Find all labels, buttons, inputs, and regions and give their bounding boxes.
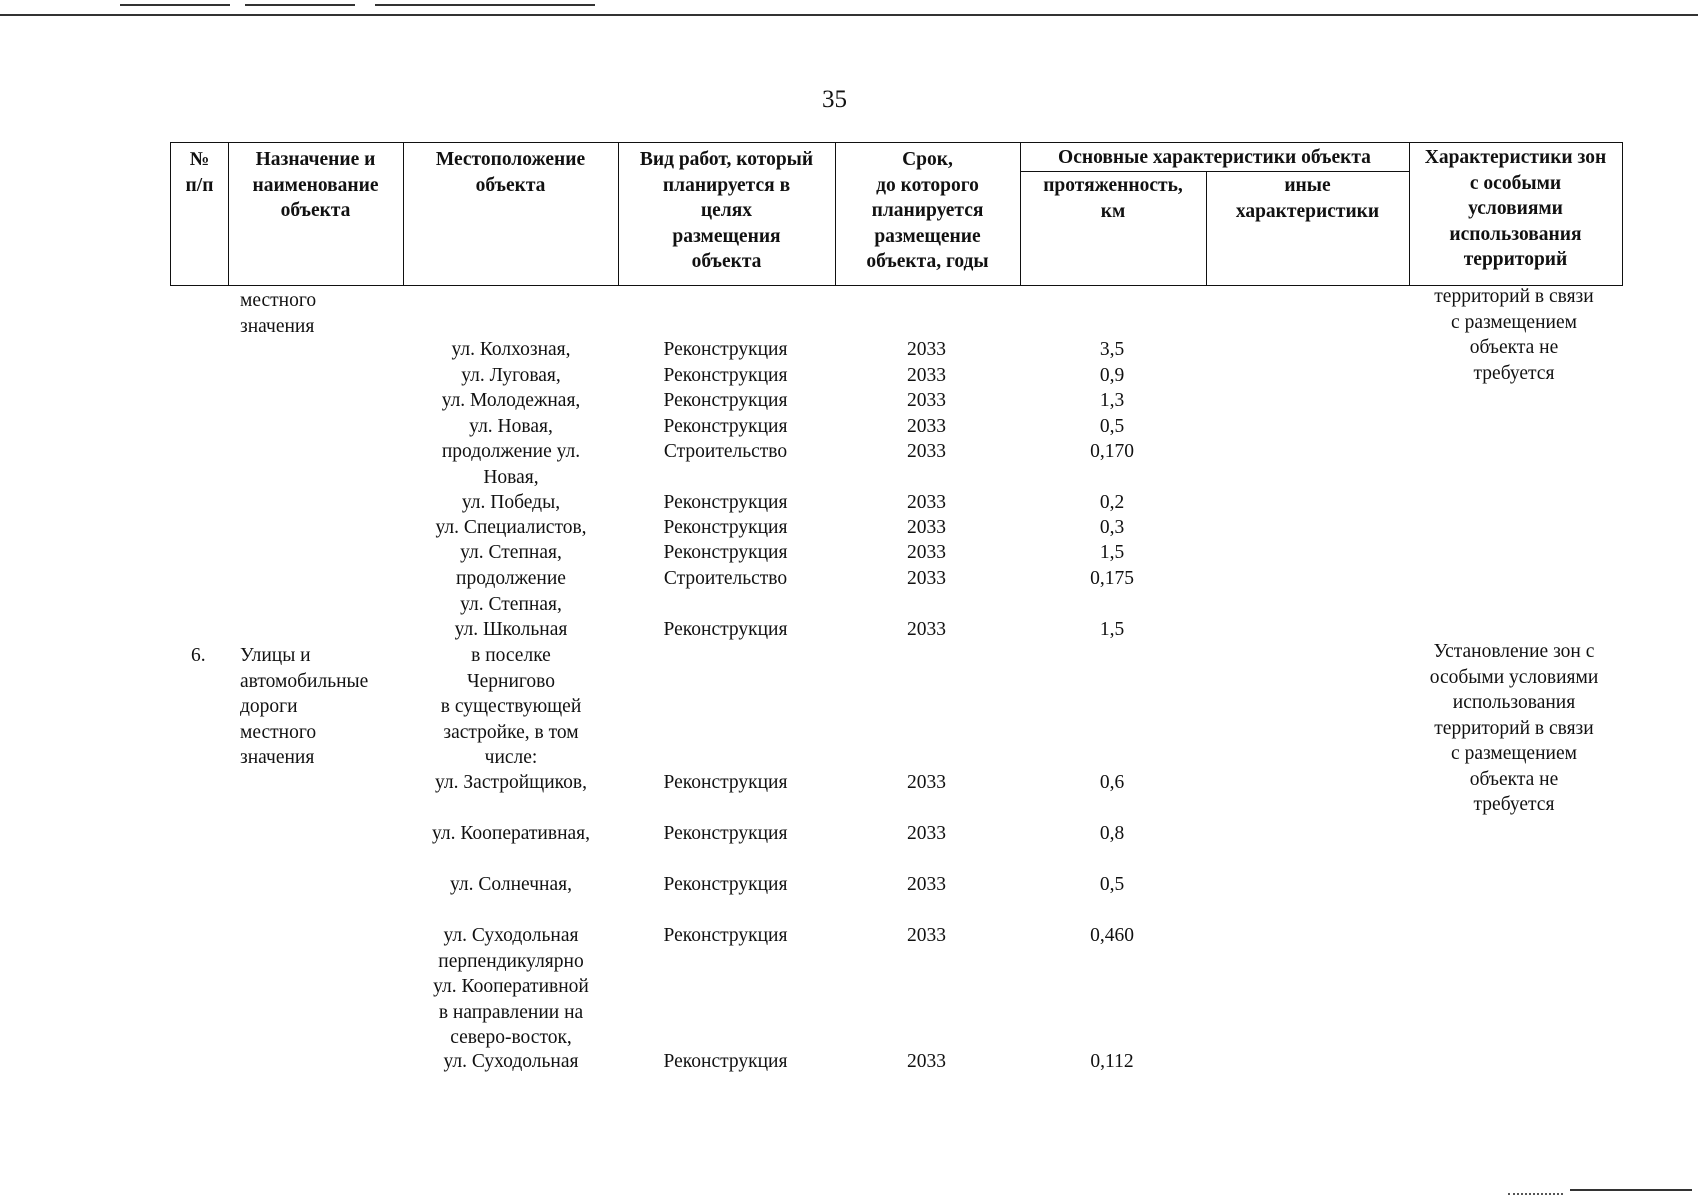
top-rule-segment bbox=[375, 4, 595, 6]
work-type-cell: Реконструкция bbox=[663, 365, 788, 386]
page-top-rule bbox=[0, 0, 1698, 16]
year-cell: 2033 bbox=[907, 925, 946, 946]
year-cell: 2033 bbox=[907, 772, 946, 793]
length-cell: 0,170 bbox=[1090, 441, 1134, 462]
length-cell: 0,112 bbox=[1090, 1051, 1134, 1072]
header-work-type: Вид работ, который планируется в целях размещения объекта bbox=[639, 149, 814, 272]
work-type-cell: Реконструкция bbox=[663, 542, 788, 563]
year-cell: 2033 bbox=[907, 1051, 946, 1072]
group-divider bbox=[1020, 171, 1409, 172]
work-type-cell: Строительство bbox=[663, 441, 788, 462]
year-cell: 2033 bbox=[907, 365, 946, 386]
header-length: протяженность, км bbox=[1043, 175, 1183, 222]
year-cell: 2033 bbox=[907, 390, 946, 411]
length-cell: 0,8 bbox=[1099, 823, 1125, 844]
top-rule-segment bbox=[120, 4, 230, 6]
length-cell: 0,9 bbox=[1099, 365, 1125, 386]
year-cell: 2033 bbox=[907, 619, 946, 640]
location-cell: ул. Суходольная bbox=[443, 1051, 579, 1072]
work-type-cell: Реконструкция bbox=[663, 492, 788, 513]
top-rule-segment bbox=[245, 4, 355, 6]
zone-note: Установление зон с особыми условиями использования территорий в связи с размещением объекта не требуется bbox=[1429, 641, 1599, 815]
location-cell: ул. Молодежная, bbox=[441, 390, 581, 411]
header-other: иные характеристики bbox=[1235, 175, 1380, 222]
work-type-cell: Реконструкция bbox=[663, 925, 788, 946]
work-type-cell: Реконструкция bbox=[663, 517, 788, 538]
work-type-cell: Реконструкция bbox=[663, 416, 788, 437]
header-deadline: Срок, до которого планируется размещение объекта, годы bbox=[866, 149, 989, 272]
year-cell: 2033 bbox=[907, 542, 946, 563]
header-main-characteristics: Основные характеристики объекта bbox=[1058, 147, 1371, 168]
length-cell: 0,3 bbox=[1099, 517, 1125, 538]
location-cell: ул. Кооперативная, bbox=[432, 823, 590, 844]
year-cell: 2033 bbox=[907, 492, 946, 513]
location-cell: ул. Специалистов, bbox=[435, 517, 587, 538]
length-cell: 0,2 bbox=[1099, 492, 1125, 513]
year-cell: 2033 bbox=[907, 416, 946, 437]
work-type-cell: Реконструкция bbox=[663, 339, 788, 360]
object-name: Улицы и автомобильные дороги местного значения bbox=[240, 645, 369, 768]
year-cell: 2033 bbox=[907, 874, 946, 895]
year-cell: 2033 bbox=[907, 339, 946, 360]
length-cell: 0,5 bbox=[1099, 874, 1125, 895]
header-zones: Характеристики зон с особыми условиями использования территорий bbox=[1424, 147, 1607, 270]
location-cell: ул. Солнечная, bbox=[450, 874, 572, 895]
work-type-cell: Строительство bbox=[663, 568, 788, 589]
length-cell: 1,3 bbox=[1099, 390, 1125, 411]
length-cell: 1,5 bbox=[1099, 542, 1125, 563]
year-cell: 2033 bbox=[907, 441, 946, 462]
work-type-cell: Реконструкция bbox=[663, 390, 788, 411]
location-cell: ул. Суходольная перпендикулярно ул. Кооперативной в направлении на северо-восток, bbox=[433, 925, 589, 1048]
header-location: Местоположение объекта bbox=[435, 149, 586, 196]
bottom-rule bbox=[1570, 1189, 1692, 1191]
bottom-dashes bbox=[1508, 1193, 1563, 1195]
header-name: Назначение и наименование объекта bbox=[252, 149, 379, 221]
location-cell: ул. Новая, bbox=[469, 416, 553, 437]
work-type-cell: Реконструкция bbox=[663, 823, 788, 844]
location-cell: ул. Степная, bbox=[460, 542, 562, 563]
work-type-cell: Реконструкция bbox=[663, 1051, 788, 1072]
location-cell: ул. Школьная bbox=[454, 619, 568, 640]
continued-zone-note: территорий в связи с размещением объекта не требуется bbox=[1434, 286, 1594, 384]
year-cell: 2033 bbox=[907, 517, 946, 538]
length-cell: 0,175 bbox=[1090, 568, 1134, 589]
location-cell: продолжение ул. Новая, bbox=[441, 441, 581, 488]
length-cell: 1,5 bbox=[1099, 619, 1125, 640]
length-cell: 0,6 bbox=[1099, 772, 1125, 793]
continued-object-name: местного значения bbox=[240, 290, 317, 337]
year-cell: 2033 bbox=[907, 568, 946, 589]
location-cell: ул. Застройщиков, bbox=[435, 772, 587, 793]
table-header bbox=[170, 142, 1623, 286]
year-cell: 2033 bbox=[907, 823, 946, 844]
length-cell: 0,460 bbox=[1090, 925, 1134, 946]
location-intro: в поселке Чернигово в существующей застройке, в том числе: bbox=[440, 645, 582, 768]
length-cell: 0,5 bbox=[1099, 416, 1125, 437]
length-cell: 3,5 bbox=[1099, 339, 1125, 360]
location-cell: продолжение ул. Степная, bbox=[456, 568, 566, 615]
page-number: 35 bbox=[822, 86, 847, 113]
work-type-cell: Реконструкция bbox=[663, 874, 788, 895]
location-cell: ул. Колхозная, bbox=[451, 339, 571, 360]
work-type-cell: Реконструкция bbox=[663, 619, 788, 640]
work-type-cell: Реконструкция bbox=[663, 772, 788, 793]
header-number: № п/п bbox=[185, 149, 214, 196]
location-cell: ул. Победы, bbox=[461, 492, 561, 513]
location-cell: ул. Луговая, bbox=[461, 365, 561, 386]
item-number: 6. bbox=[191, 645, 206, 666]
